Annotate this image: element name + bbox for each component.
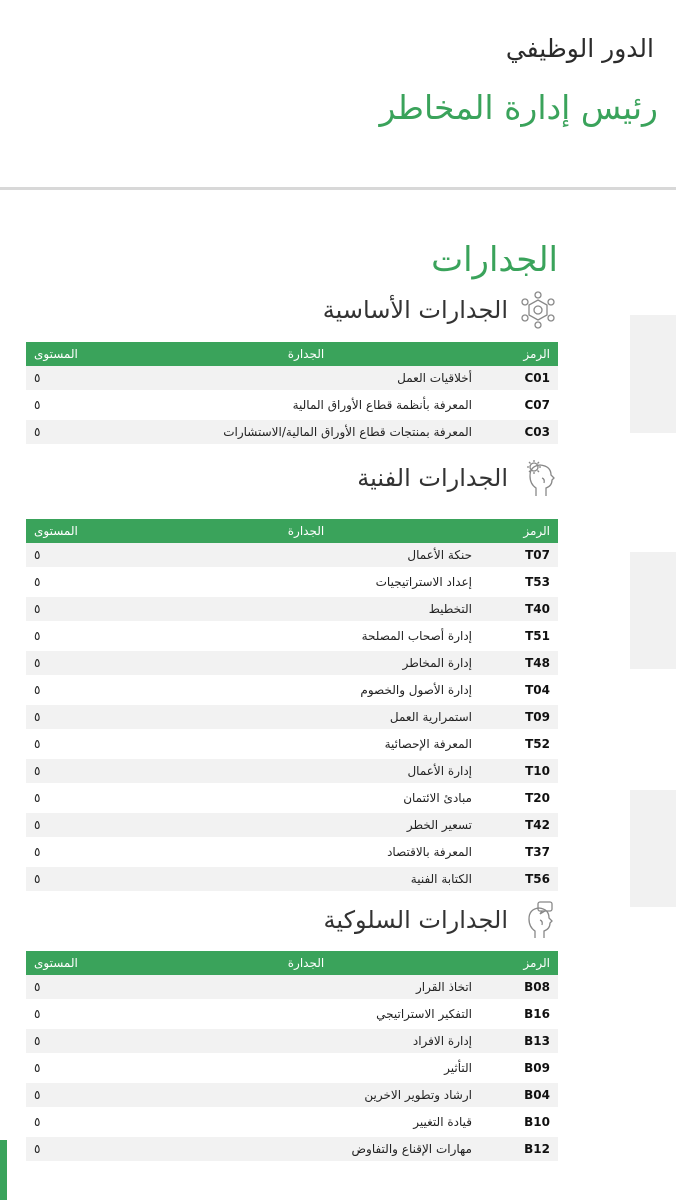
page-accent-bar [0,1140,7,1200]
header-code: الرمز [480,342,558,366]
level-cell: ٥ [26,393,132,420]
code-cell: T51 [480,624,558,651]
level-cell: ٥ [26,813,132,840]
code-cell: B10 [480,1110,558,1137]
code-cell: T10 [480,759,558,786]
table-row [26,1083,558,1110]
code-cell: T56 [480,867,558,894]
code-cell: B12 [480,1137,558,1164]
role-title: رئيس إدارة المخاطر [379,88,658,127]
table-row [26,570,558,597]
level-cell: ٥ [26,975,132,1002]
name-cell: إدارة الأعمال [132,759,480,786]
code-cell: B16 [480,1002,558,1029]
role-label: الدور الوظيفي [505,34,654,63]
level-cell: ٥ [26,705,132,732]
name-cell: أخلاقيات العمل [132,366,480,393]
table-row [26,1137,558,1164]
code-cell: T40 [480,597,558,624]
name-cell: المعرفة بالاقتصاد [132,840,480,867]
head-speech-icon [518,900,558,940]
table-row [26,543,558,570]
table-row [26,759,558,786]
code-cell: T37 [480,840,558,867]
table-row [26,732,558,759]
header-level: المستوى [26,342,132,366]
table-row [26,1110,558,1137]
table-row [26,393,558,420]
table-row [26,1002,558,1029]
level-cell: ٥ [26,1083,132,1110]
name-cell: التفكير الاستراتيجي [132,1002,480,1029]
code-cell: C03 [480,420,558,447]
table-header-row [26,951,558,975]
level-cell: ٥ [26,732,132,759]
code-cell: T53 [480,570,558,597]
table-row [26,1056,558,1083]
code-cell: C01 [480,366,558,393]
name-cell: مبادئ الائتمان [132,786,480,813]
name-cell: التأثير [132,1056,480,1083]
level-cell: ٥ [26,570,132,597]
code-cell: T48 [480,651,558,678]
name-cell: الكتابة الفنية [132,867,480,894]
level-cell: ٥ [26,1029,132,1056]
side-tab-technical [630,552,676,669]
table-row [26,813,558,840]
table-row [26,366,558,393]
code-cell: B09 [480,1056,558,1083]
competencies-title: الجدارات [431,240,558,280]
name-cell: المعرفة بأنظمة قطاع الأوراق المالية [132,393,480,420]
behavioral-table [26,951,558,1164]
code-cell: T04 [480,678,558,705]
name-cell: حنكة الأعمال [132,543,480,570]
level-cell: ٥ [26,366,132,393]
level-cell: ٥ [26,624,132,651]
table-row [26,840,558,867]
level-cell: ٥ [26,678,132,705]
level-cell: ٥ [26,420,132,447]
name-cell: إدارة أصحاب المصلحة [132,624,480,651]
core-table [26,342,558,447]
table-row [26,1029,558,1056]
behavioral-section-header [324,900,559,940]
name-cell: إعداد الاستراتيجيات [132,570,480,597]
table-row [26,624,558,651]
technical-section-title: الجدارات الفنية [357,464,508,492]
name-cell: التخطيط [132,597,480,624]
name-cell: تسعير الخطر [132,813,480,840]
name-cell: قيادة التغيير [132,1110,480,1137]
table-row [26,420,558,447]
table-row [26,597,558,624]
level-cell: ٥ [26,786,132,813]
core-section-title: الجدارات الأساسية [322,296,508,324]
level-cell: ٥ [26,867,132,894]
name-cell: مهارات الإقناع والتفاوض [132,1137,480,1164]
level-cell: ٥ [26,597,132,624]
table-row [26,975,558,1002]
header-code: الرمز [480,951,558,975]
technical-section-header [357,458,558,498]
code-cell: B04 [480,1083,558,1110]
level-cell: ٥ [26,1056,132,1083]
name-cell: المعرفة الإحصائية [132,732,480,759]
network-icon [518,290,558,330]
header-name: الجدارة [132,342,480,366]
table-header-row [26,519,558,543]
code-cell: T42 [480,813,558,840]
level-cell: ٥ [26,1137,132,1164]
code-cell: T09 [480,705,558,732]
code-cell: B08 [480,975,558,1002]
header-divider [0,187,676,190]
code-cell: B13 [480,1029,558,1056]
header-level: المستوى [26,519,132,543]
behavioral-section-title: الجدارات السلوكية [323,906,508,934]
code-cell: T20 [480,786,558,813]
table-row [26,678,558,705]
name-cell: إدارة المخاطر [132,651,480,678]
core-section-header [323,290,558,330]
name-cell: المعرفة بمنتجات قطاع الأوراق المالية/الاستشارات [132,420,480,447]
header-level: المستوى [26,951,132,975]
name-cell: ارشاد وتطوير الاخرين [132,1083,480,1110]
header-code: الرمز [480,519,558,543]
table-row [26,705,558,732]
head-gear-icon [518,458,558,498]
level-cell: ٥ [26,759,132,786]
code-cell: C07 [480,393,558,420]
code-cell: T07 [480,543,558,570]
table-row [26,651,558,678]
technical-table [26,519,558,894]
level-cell: ٥ [26,1002,132,1029]
side-tab-core [630,315,676,433]
table-row [26,867,558,894]
name-cell: إدارة الافراد [132,1029,480,1056]
level-cell: ٥ [26,840,132,867]
level-cell: ٥ [26,543,132,570]
code-cell: T52 [480,732,558,759]
level-cell: ٥ [26,1110,132,1137]
table-row [26,786,558,813]
name-cell: استمرارية العمل [132,705,480,732]
table-header-row [26,342,558,366]
name-cell: اتخاذ القرار [132,975,480,1002]
side-tab-behavioral [630,790,676,907]
header-name: الجدارة [132,951,480,975]
header-name: الجدارة [132,519,480,543]
level-cell: ٥ [26,651,132,678]
name-cell: إدارة الأصول والخصوم [132,678,480,705]
